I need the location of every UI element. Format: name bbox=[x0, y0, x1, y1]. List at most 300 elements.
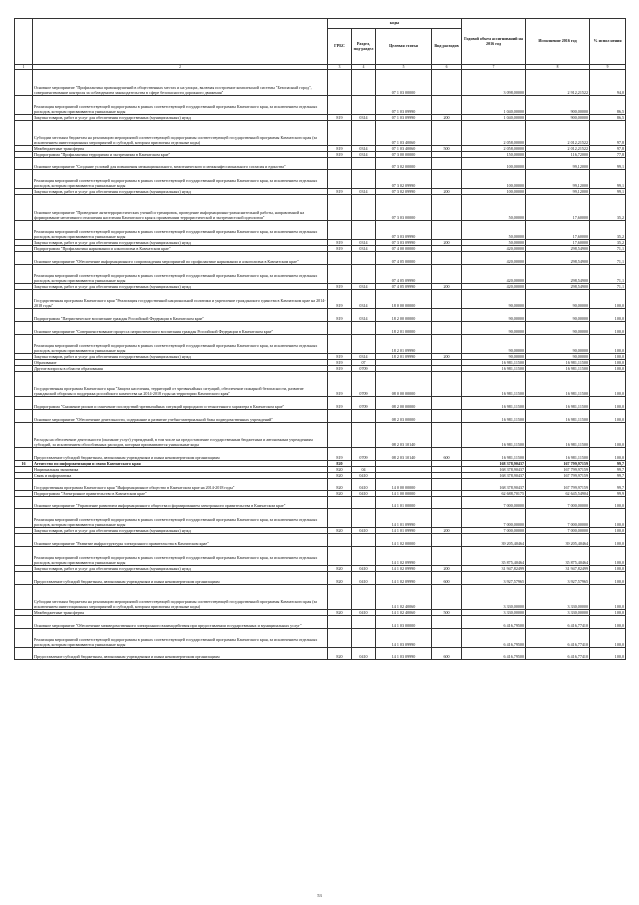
row-percent-cell: 99,7 bbox=[590, 473, 626, 479]
row-percent-cell: 100,0 bbox=[590, 566, 626, 572]
row-name-cell: Связь и информатика bbox=[33, 473, 328, 479]
row-target-cell: 14 1 03 09990 bbox=[376, 648, 432, 660]
row-execution-cell: 3 927,57965 bbox=[526, 572, 590, 585]
table-row bbox=[15, 534, 626, 547]
row-percent-cell: 100,0 bbox=[590, 585, 626, 610]
row-percent-cell: 100,0 bbox=[590, 629, 626, 648]
row-razdel-cell bbox=[352, 265, 376, 284]
row-number-cell bbox=[15, 195, 33, 221]
row-annual-cell: 420,00000 bbox=[462, 265, 526, 284]
table-row bbox=[15, 410, 626, 423]
row-name-cell: Подпрограмма "Профилактика наркомании и алкоголизма в Камчатском крае" bbox=[33, 246, 328, 252]
row-number-cell bbox=[15, 252, 33, 265]
row-name-cell: Закупка товаров, работ и услуг для обеспечения государственных (муниципальных) нужд bbox=[33, 354, 328, 360]
row-razdel-cell bbox=[352, 547, 376, 566]
column-number: 6 bbox=[432, 65, 462, 70]
table-row bbox=[15, 585, 626, 610]
header-target: Целевая статья bbox=[376, 29, 432, 65]
row-name-cell: Реализация мероприятий соответствующей подпрограммы в рамках соответствующей государственной программы Камчатского края, за исключением отдельных расходов, которым присваиваются уникальные коды bbox=[33, 96, 328, 115]
row-annual-cell: 3 330,00000 bbox=[462, 610, 526, 616]
row-name-cell: Закупка товаров, работ и услуг для обеспечения государственных (муниципальных) нужд bbox=[33, 528, 328, 534]
table-row bbox=[15, 448, 626, 461]
row-annual-cell: 2 058,00000 bbox=[462, 121, 526, 146]
row-razdel-cell bbox=[352, 585, 376, 610]
row-annual-cell: 35 875,40464 bbox=[462, 547, 526, 566]
row-target-cell: 18 2 00 00000 bbox=[376, 309, 432, 322]
row-grbs-cell: 819 bbox=[328, 397, 352, 410]
row-razdel-cell: 0314 bbox=[352, 354, 376, 360]
row-target-cell: 14 1 01 09990 bbox=[376, 528, 432, 534]
row-razdel-cell: 0314 bbox=[352, 152, 376, 158]
row-number-cell bbox=[15, 410, 33, 423]
row-number-cell bbox=[15, 497, 33, 509]
row-name-cell: Реализация мероприятий соответствующей подпрограммы в рамках соответствующей государственной программы Камчатского края, за исключением отдельных расходов, которым присваиваются уникальные коды bbox=[33, 509, 328, 528]
row-annual-cell: 3 927,57965 bbox=[462, 572, 526, 585]
row-name-cell: Агентство по информатизации и связи Камчатского края bbox=[33, 461, 328, 467]
row-number-cell bbox=[15, 158, 33, 170]
row-percent-cell: 100,0 bbox=[590, 616, 626, 629]
row-annual-cell: 420,00000 bbox=[462, 246, 526, 252]
row-percent-cell: 86,5 bbox=[590, 115, 626, 121]
row-annual-cell: 3 098,00000 bbox=[462, 70, 526, 96]
row-number-cell bbox=[15, 96, 33, 115]
header-annual: Годовой объем ассигнований на 2016 год bbox=[462, 19, 526, 65]
row-execution-cell: 16 981,11500 bbox=[526, 423, 590, 448]
row-razdel-cell: 0410 bbox=[352, 473, 376, 479]
row-grbs-cell: 819 bbox=[328, 189, 352, 195]
row-annual-cell: 6 416,79500 bbox=[462, 648, 526, 660]
row-vid-cell: 500 bbox=[432, 610, 462, 616]
row-vid-cell bbox=[432, 252, 462, 265]
row-annual-cell: 90,00000 bbox=[462, 335, 526, 354]
row-number-cell bbox=[15, 221, 33, 240]
table-row bbox=[15, 158, 626, 170]
row-target-cell: 14 1 02 09990 bbox=[376, 572, 432, 585]
row-razdel-cell bbox=[352, 335, 376, 354]
row-grbs-cell: 819 bbox=[328, 290, 352, 309]
row-execution-cell: 39 205,40464 bbox=[526, 534, 590, 547]
table-row bbox=[15, 70, 626, 96]
row-grbs-cell: 820 bbox=[328, 528, 352, 534]
row-percent-cell: 100,0 bbox=[590, 290, 626, 309]
row-annual-cell: 6 416,79500 bbox=[462, 616, 526, 629]
row-grbs-cell: 819 bbox=[328, 246, 352, 252]
row-execution-cell: 17,60000 bbox=[526, 195, 590, 221]
row-vid-cell: 200 bbox=[432, 240, 462, 246]
row-annual-cell: 90,00000 bbox=[462, 354, 526, 360]
row-annual-cell: 16 981,11500 bbox=[462, 360, 526, 366]
row-razdel-cell: 0410 bbox=[352, 610, 376, 616]
row-grbs-cell: 819 bbox=[328, 309, 352, 322]
row-execution-cell: 3 330,00000 bbox=[526, 610, 590, 616]
row-razdel-cell bbox=[352, 121, 376, 146]
row-razdel-cell: 07 bbox=[352, 360, 376, 366]
row-vid-cell bbox=[432, 322, 462, 335]
row-target-cell: 18 2 01 09990 bbox=[376, 335, 432, 354]
row-percent-cell: 99,7 bbox=[590, 461, 626, 467]
row-execution-cell: 90,00000 bbox=[526, 309, 590, 322]
row-grbs-cell bbox=[328, 195, 352, 221]
row-name-cell: Основное мероприятие "Обеспечение информационного сопровождения мероприятий по профилактике наркомании и алкоголизма в Камчатском крае" bbox=[33, 252, 328, 265]
row-execution-cell: 7 000,00000 bbox=[526, 528, 590, 534]
row-percent-cell: 71,1 bbox=[590, 246, 626, 252]
row-annual-cell: 2 058,00000 bbox=[462, 146, 526, 152]
row-number-cell bbox=[15, 509, 33, 528]
row-number-cell bbox=[15, 448, 33, 461]
table-row bbox=[15, 572, 626, 585]
row-execution-cell: 3 330,00000 bbox=[526, 585, 590, 610]
header-vid: Вид расходов bbox=[432, 29, 462, 65]
table-header bbox=[15, 19, 626, 65]
row-name-cell: Предоставление субсидий бюджетным, автономным учреждениям и иным некоммерческим организациям bbox=[33, 572, 328, 585]
row-number-cell bbox=[15, 629, 33, 648]
row-target-cell: 14 1 02 40060 bbox=[376, 585, 432, 610]
row-razdel-cell: 0314 bbox=[352, 284, 376, 290]
row-execution-cell: 90,00000 bbox=[526, 290, 590, 309]
row-execution-cell: 17,60000 bbox=[526, 221, 590, 240]
row-percent-cell: 100,0 bbox=[590, 497, 626, 509]
row-execution-cell: 6 416,77410 bbox=[526, 629, 590, 648]
row-annual-cell: 168 378,90437 bbox=[462, 473, 526, 479]
row-razdel-cell: 0709 bbox=[352, 397, 376, 410]
row-annual-cell: 16 981,11500 bbox=[462, 410, 526, 423]
row-grbs-cell: 820 bbox=[328, 479, 352, 491]
row-percent-cell: 35,2 bbox=[590, 221, 626, 240]
row-percent-cell: 99,7 bbox=[590, 479, 626, 491]
row-name-cell: Реализация мероприятий соответствующей подпрограммы в рамках соответствующей государственной программы Камчатского края, за исключением отдельных расходов, которым присваиваются уникальные коды bbox=[33, 629, 328, 648]
row-razdel-cell: 0314 bbox=[352, 290, 376, 309]
row-percent-cell: 77,8 bbox=[590, 152, 626, 158]
row-percent-cell: 99,7 bbox=[590, 467, 626, 473]
row-target-cell: 07 1 03 00000 bbox=[376, 70, 432, 96]
row-grbs-cell: 819 bbox=[328, 152, 352, 158]
row-number-cell bbox=[15, 322, 33, 335]
row-razdel-cell: 0314 bbox=[352, 115, 376, 121]
row-percent-cell: 100,0 bbox=[590, 572, 626, 585]
row-grbs-cell: 820 bbox=[328, 491, 352, 497]
row-annual-cell: 100,00000 bbox=[462, 170, 526, 189]
row-annual-cell: 100,00000 bbox=[462, 158, 526, 170]
row-target-cell: 14 1 03 09990 bbox=[376, 629, 432, 648]
row-percent-cell: 35,2 bbox=[590, 240, 626, 246]
row-target-cell: 18 2 01 00000 bbox=[376, 322, 432, 335]
row-annual-cell: 7 000,00000 bbox=[462, 497, 526, 509]
row-name-cell: Подпрограмма "Профилактика терроризма и экстремизма в Камчатском крае" bbox=[33, 152, 328, 158]
row-number-cell bbox=[15, 335, 33, 354]
row-razdel-cell bbox=[352, 195, 376, 221]
row-name-cell: Реализация мероприятий соответствующей подпрограммы в рамках соответствующей государственной программы Камчатского края, за исключением отдельных расходов, которым присваиваются уникальные коды bbox=[33, 265, 328, 284]
row-razdel-cell bbox=[352, 70, 376, 96]
row-target-cell: 07 4 05 09990 bbox=[376, 284, 432, 290]
row-execution-cell: 90,00000 bbox=[526, 335, 590, 354]
row-name-cell: Закупка товаров, работ и услуг для обеспечения государственных (муниципальных) нужд bbox=[33, 115, 328, 121]
row-name-cell: Основное мероприятие "Создание условий для повышения межнационального, межэтнического и межконфессионального согласия и единства" bbox=[33, 158, 328, 170]
row-annual-cell: 3 330,00000 bbox=[462, 585, 526, 610]
row-number-cell bbox=[15, 170, 33, 189]
row-name-cell: Закупка товаров, работ и услуг для обеспечения государственных (муниципальных) нужд bbox=[33, 189, 328, 195]
row-razdel-cell: 0410 bbox=[352, 479, 376, 491]
row-vid-cell: 600 bbox=[432, 572, 462, 585]
row-annual-cell: 7 000,00000 bbox=[462, 528, 526, 534]
row-execution-cell: 16 981,11500 bbox=[526, 410, 590, 423]
row-execution-cell: 167 799,97159 bbox=[526, 473, 590, 479]
row-execution-cell: 116,72000 bbox=[526, 152, 590, 158]
row-grbs-cell: 819 bbox=[328, 366, 352, 372]
row-target-cell: 07 3 03 09990 bbox=[376, 221, 432, 240]
row-name-cell: Реализация мероприятий соответствующей подпрограммы в рамках соответствующей государственной программы Камчатского края, за исключением отдельных расходов, которым присваиваются уникальные коды bbox=[33, 335, 328, 354]
row-name-cell: Закупка товаров, работ и услуг для обеспечения государственных (муниципальных) нужд bbox=[33, 566, 328, 572]
column-number: 2 bbox=[33, 65, 328, 70]
row-razdel-cell bbox=[352, 616, 376, 629]
row-target-cell: 07 3 02 09990 bbox=[376, 189, 432, 195]
table-row bbox=[15, 96, 626, 115]
row-razdel-cell: 0410 bbox=[352, 648, 376, 660]
row-grbs-cell: 820 bbox=[328, 461, 352, 467]
row-annual-cell: 1 040,00000 bbox=[462, 96, 526, 115]
row-vid-cell bbox=[432, 534, 462, 547]
row-vid-cell bbox=[432, 410, 462, 423]
row-razdel-cell: 0314 bbox=[352, 189, 376, 195]
row-target-cell: 08 0 00 00000 bbox=[376, 372, 432, 397]
row-vid-cell bbox=[432, 121, 462, 146]
row-execution-cell: 298,54900 bbox=[526, 265, 590, 284]
row-target-cell: 07 3 03 00000 bbox=[376, 195, 432, 221]
row-target-cell: 14 1 02 09990 bbox=[376, 547, 432, 566]
row-grbs-cell: 819 bbox=[328, 354, 352, 360]
row-vid-cell bbox=[432, 547, 462, 566]
row-razdel-cell bbox=[352, 322, 376, 335]
row-grbs-cell bbox=[328, 629, 352, 648]
row-vid-cell bbox=[432, 70, 462, 96]
row-razdel-cell: 0314 bbox=[352, 240, 376, 246]
table-row bbox=[15, 497, 626, 509]
row-target-cell: 07 1 03 09990 bbox=[376, 96, 432, 115]
table-body bbox=[15, 65, 626, 660]
row-percent-cell: 100,0 bbox=[590, 410, 626, 423]
row-grbs-cell: 819 bbox=[328, 146, 352, 152]
row-razdel-cell: 04 bbox=[352, 467, 376, 473]
row-vid-cell bbox=[432, 629, 462, 648]
row-annual-cell: 90,00000 bbox=[462, 322, 526, 335]
row-name-cell: Основное мероприятие "Проведение антитеррористических учений и тренировок, проведение информационно-разъяснительной работы, направленной на формирование негативного отношения населения Камчатского края к проявлениям террористической и экстремистской идеологии" bbox=[33, 195, 328, 221]
row-percent-cell: 100,0 bbox=[590, 335, 626, 354]
table-row bbox=[15, 265, 626, 284]
row-percent-cell: 100,0 bbox=[590, 423, 626, 448]
row-execution-cell: 6 416,77410 bbox=[526, 616, 590, 629]
row-name-cell: Другие вопросы в области образования bbox=[33, 366, 328, 372]
row-razdel-cell: 0410 bbox=[352, 566, 376, 572]
row-name-cell: Расходы на обеспечение деятельности (оказание услуг) учреждений, в том числе на предоставление государственным бюджетным и автономным учреждениям субсидий, за исключением обособленных расходов, которым присваиваются уникальные коды bbox=[33, 423, 328, 448]
row-percent-cell: 100,0 bbox=[590, 528, 626, 534]
row-vid-cell bbox=[432, 195, 462, 221]
row-annual-cell: 168 378,90437 bbox=[462, 461, 526, 467]
row-execution-cell: 62 645,54904 bbox=[526, 491, 590, 497]
row-vid-cell bbox=[432, 479, 462, 491]
row-execution-cell: 2 012,21522 bbox=[526, 146, 590, 152]
row-grbs-cell: 819 bbox=[328, 240, 352, 246]
header-razdel: Раздел, под-раздел bbox=[352, 29, 376, 65]
row-execution-cell: 167 799,97159 bbox=[526, 479, 590, 491]
row-name-cell: Субсидии местным бюджетам на реализацию мероприятий соответствующей подпрограммы соответствующей государственной программы Камчатского края (за исключением инвестиционных мероприятий и субсидий, которым присвоены отдельные коды) bbox=[33, 585, 328, 610]
row-annual-cell: 7 000,00000 bbox=[462, 509, 526, 528]
row-percent-cell: 100,0 bbox=[590, 397, 626, 410]
row-name-cell: Субсидии местным бюджетам на реализацию мероприятий соответствующей подпрограммы соответствующей государственной программы Камчатского края (за исключением инвестиционных мероприятий и субсидий, которым присвоены отдельные коды) bbox=[33, 121, 328, 146]
row-target-cell: 08 2 03 00000 bbox=[376, 410, 432, 423]
table-row bbox=[15, 397, 626, 410]
row-target-cell: 18 2 01 09990 bbox=[376, 354, 432, 360]
row-annual-cell: 39 205,40464 bbox=[462, 534, 526, 547]
row-grbs-cell bbox=[328, 410, 352, 423]
row-annual-cell: 16 981,11500 bbox=[462, 448, 526, 461]
row-number-cell bbox=[15, 265, 33, 284]
row-grbs-cell: 820 bbox=[328, 648, 352, 660]
column-number: 7 bbox=[462, 65, 526, 70]
row-target-cell: 07 3 02 00000 bbox=[376, 158, 432, 170]
row-target-cell: 14 1 02 40060 bbox=[376, 610, 432, 616]
row-name-cell: Государственная программа Камчатского края "Защита населения, территорий от чрезвычайных ситуаций, обеспечение пожарной безопасности, развитие гражданской обороны и поддержка российского казачества на 2014-2018 годы на территории Камчатского края" bbox=[33, 372, 328, 397]
header-grbs: ГРБС bbox=[328, 29, 352, 65]
row-number-cell bbox=[15, 70, 33, 96]
row-annual-cell: 168 378,90437 bbox=[462, 467, 526, 473]
row-percent-cell: 100,0 bbox=[590, 322, 626, 335]
row-razdel-cell: 0314 bbox=[352, 246, 376, 252]
row-execution-cell: 99,12000 bbox=[526, 170, 590, 189]
row-vid-cell: 500 bbox=[432, 146, 462, 152]
table-row bbox=[15, 423, 626, 448]
row-grbs-cell bbox=[328, 158, 352, 170]
table-row bbox=[15, 221, 626, 240]
row-grbs-cell bbox=[328, 221, 352, 240]
row-annual-cell: 1 040,00000 bbox=[462, 115, 526, 121]
row-grbs-cell bbox=[328, 497, 352, 509]
row-execution-cell: 7 000,00000 bbox=[526, 497, 590, 509]
row-annual-cell: 420,00000 bbox=[462, 284, 526, 290]
row-grbs-cell bbox=[328, 322, 352, 335]
row-target-cell: 14 0 00 00000 bbox=[376, 479, 432, 491]
row-name-cell: Межбюджетные трансферты bbox=[33, 146, 328, 152]
row-name-cell: Основное мероприятие "Обеспечение межведомственного электронного взаимодействия при предоставлении государственных и муниципальных услуг" bbox=[33, 616, 328, 629]
row-vid-cell: 200 bbox=[432, 284, 462, 290]
row-percent-cell: 35,2 bbox=[590, 195, 626, 221]
row-annual-cell: 62 688,70175 bbox=[462, 491, 526, 497]
header-codes: коды bbox=[328, 19, 462, 29]
row-target-cell: 07 4 00 00000 bbox=[376, 246, 432, 252]
row-name-cell: Основное мероприятие "Профилактика правонарушений в общественных местах и на улицах, включая построение комплексной системы "Безопасный город", совершенствование контроля за соблюдением законодательства в сфере безопасности дорожного движения" bbox=[33, 70, 328, 96]
column-number: 8 bbox=[526, 65, 590, 70]
row-number-cell bbox=[15, 534, 33, 547]
row-grbs-cell: 820 bbox=[328, 473, 352, 479]
row-grbs-cell bbox=[328, 70, 352, 96]
row-percent-cell: 99,1 bbox=[590, 158, 626, 170]
row-percent-cell: 100,0 bbox=[590, 534, 626, 547]
row-number-cell: 16 bbox=[15, 461, 33, 467]
row-razdel-cell: 0410 bbox=[352, 491, 376, 497]
row-razdel-cell bbox=[352, 252, 376, 265]
row-target-cell: 07 4 05 00000 bbox=[376, 252, 432, 265]
row-number-cell bbox=[15, 290, 33, 309]
row-execution-cell: 31 947,82499 bbox=[526, 566, 590, 572]
row-target-cell: 14 1 01 09990 bbox=[376, 509, 432, 528]
row-percent-cell: 100,0 bbox=[590, 547, 626, 566]
row-razdel-cell bbox=[352, 629, 376, 648]
row-percent-cell: 97,8 bbox=[590, 121, 626, 146]
row-percent-cell: 99,1 bbox=[590, 170, 626, 189]
row-percent-cell: 99,1 bbox=[590, 189, 626, 195]
row-name-cell: Подпрограмма "Электронное правительство в Камчатском крае" bbox=[33, 491, 328, 497]
header-name bbox=[33, 19, 328, 65]
row-razdel-cell bbox=[352, 96, 376, 115]
row-name-cell: Закупка товаров, работ и услуг для обеспечения государственных (муниципальных) нужд bbox=[33, 284, 328, 290]
row-number-cell bbox=[15, 585, 33, 610]
row-grbs-cell bbox=[328, 585, 352, 610]
row-execution-cell: 90,00000 bbox=[526, 322, 590, 335]
row-execution-cell: 16 981,11500 bbox=[526, 360, 590, 366]
row-name-cell: Государственная программа Камчатского края "Реализация государственной национальной политики и укрепление гражданского единства в Камчатском крае на 2014-2018 годы" bbox=[33, 290, 328, 309]
row-percent-cell: 99,9 bbox=[590, 491, 626, 497]
row-percent-cell: 100,0 bbox=[590, 354, 626, 360]
row-execution-cell: 167 799,97159 bbox=[526, 461, 590, 467]
row-vid-cell bbox=[432, 221, 462, 240]
row-vid-cell: 200 bbox=[432, 115, 462, 121]
table-row bbox=[15, 322, 626, 335]
row-name-cell: Закупка товаров, работ и услуг для обеспечения государственных (муниципальных) нужд bbox=[33, 240, 328, 246]
row-name-cell: Основное мероприятие "Совершенствование процесса патриотического воспитания граждан Российской Федерации в Камчатском крае" bbox=[33, 322, 328, 335]
row-annual-cell: 50,00000 bbox=[462, 240, 526, 246]
row-number-cell bbox=[15, 397, 33, 410]
table-row bbox=[15, 547, 626, 566]
row-execution-cell: 298,54900 bbox=[526, 284, 590, 290]
row-vid-cell bbox=[432, 372, 462, 397]
row-vid-cell bbox=[432, 290, 462, 309]
row-vid-cell bbox=[432, 158, 462, 170]
row-vid-cell: 600 bbox=[432, 648, 462, 660]
row-target-cell: 08 2 00 00000 bbox=[376, 397, 432, 410]
header-num bbox=[15, 19, 33, 65]
row-vid-cell bbox=[432, 170, 462, 189]
table-row bbox=[15, 629, 626, 648]
row-name-cell: Основное мероприятие "Развитие инфраструктуры электронного правительства в Камчатском крае" bbox=[33, 534, 328, 547]
row-vid-cell bbox=[432, 335, 462, 354]
table-row bbox=[15, 195, 626, 221]
row-annual-cell: 50,00000 bbox=[462, 195, 526, 221]
row-target-cell: 14 1 02 09990 bbox=[376, 566, 432, 572]
row-razdel-cell bbox=[352, 410, 376, 423]
page-number: 53 bbox=[317, 893, 322, 898]
row-percent-cell: 71,1 bbox=[590, 265, 626, 284]
table-row bbox=[15, 479, 626, 491]
row-execution-cell: 7 000,00000 bbox=[526, 509, 590, 528]
row-razdel-cell: 0314 bbox=[352, 309, 376, 322]
table-row bbox=[15, 509, 626, 528]
row-target-cell: 07 4 05 09990 bbox=[376, 265, 432, 284]
row-grbs-cell bbox=[328, 170, 352, 189]
row-vid-cell bbox=[432, 585, 462, 610]
row-number-cell bbox=[15, 423, 33, 448]
row-percent-cell: 100,0 bbox=[590, 366, 626, 372]
row-annual-cell: 168 378,90437 bbox=[462, 479, 526, 491]
row-execution-cell: 6 416,77410 bbox=[526, 648, 590, 660]
row-annual-cell: 16 981,11500 bbox=[462, 366, 526, 372]
row-grbs-cell bbox=[328, 252, 352, 265]
row-annual-cell: 16 981,11500 bbox=[462, 423, 526, 448]
row-percent-cell: 100,0 bbox=[590, 360, 626, 366]
table-row bbox=[15, 648, 626, 660]
row-target-cell: 07 1 03 40060 bbox=[376, 146, 432, 152]
row-vid-cell bbox=[432, 265, 462, 284]
column-number: 4 bbox=[352, 65, 376, 70]
row-grbs-cell bbox=[328, 547, 352, 566]
row-name-cell: Предоставление субсидий бюджетным, автономным учреждениям и иным некоммерческим организациям bbox=[33, 648, 328, 660]
